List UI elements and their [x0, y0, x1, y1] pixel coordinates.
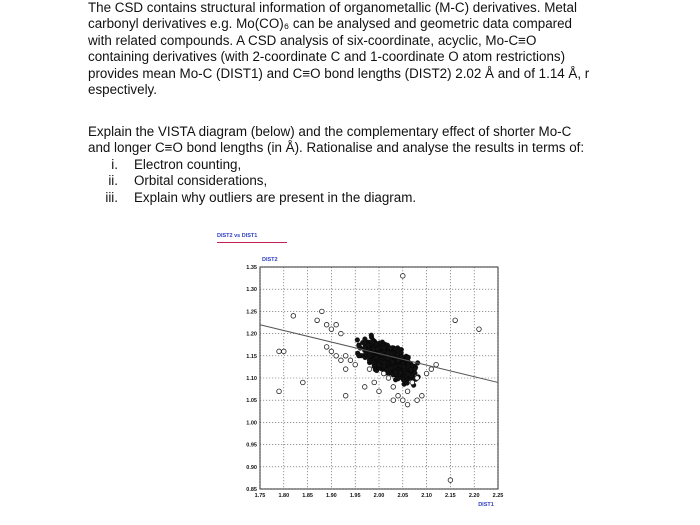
y-tick-label: 1.05	[246, 398, 257, 405]
data-point	[415, 398, 420, 403]
dense-data-point	[374, 355, 379, 360]
y-tick-label: 1.20	[246, 331, 257, 338]
y-tick-label: 1.35	[246, 265, 257, 271]
list-item	[88, 190, 416, 206]
intro-line: The CSD contains structural information of organometallic (M-C) derivatives. Metal	[88, 0, 577, 15]
data-point	[277, 349, 282, 354]
data-point	[448, 478, 453, 483]
x-tick-label: 1.75	[254, 493, 266, 499]
x-tick-label: 2.20	[468, 493, 480, 499]
y-tick-label: 1.15	[246, 353, 257, 360]
data-point	[334, 322, 339, 327]
dense-data-point	[406, 372, 411, 377]
data-point	[367, 367, 372, 372]
data-point	[362, 385, 367, 390]
dense-data-point	[362, 337, 367, 342]
question-line: Explain the VISTA diagram (below) and the complementary effect of shorter Mo-C	[88, 124, 572, 139]
x-tick-label: 1.95	[349, 493, 361, 499]
data-point	[343, 354, 348, 359]
data-point	[424, 371, 429, 376]
data-point	[386, 376, 391, 381]
dense-data-point	[385, 356, 390, 361]
data-point	[329, 349, 334, 354]
data-point	[453, 318, 458, 323]
intro-line: with related compounds. A CSD analysis of six-coordinate, acyclic, Mo-C≡O	[88, 32, 537, 48]
data-point	[339, 331, 344, 336]
list-item	[88, 173, 416, 189]
y-tick-label: 0.85	[246, 487, 257, 493]
chart-title: DIST2 vs DIST1	[217, 231, 287, 243]
data-point	[301, 380, 306, 385]
dense-data-point	[396, 358, 401, 363]
list-item-number: iii.	[105, 189, 118, 205]
data-point	[401, 398, 406, 403]
dense-data-point	[371, 347, 376, 352]
data-point	[396, 393, 401, 398]
x-tick-label: 1.85	[302, 493, 313, 499]
scatter-plot	[217, 231, 517, 521]
data-point	[410, 380, 415, 385]
question-paragraph	[88, 124, 648, 157]
question-sub-list	[88, 157, 416, 206]
dense-data-point	[399, 354, 404, 359]
data-point	[343, 393, 348, 398]
y-tick-label: 1.00	[246, 420, 257, 427]
x-tick-label: 2.05	[397, 493, 409, 499]
x-axis-label: DIST1	[478, 502, 494, 508]
data-point	[282, 349, 287, 354]
x-tick-label: 2.00	[373, 493, 385, 499]
intro-paragraph	[88, 0, 648, 98]
data-point	[391, 385, 396, 390]
data-point	[405, 402, 410, 407]
data-point	[415, 376, 420, 381]
x-tick-label: 2.10	[421, 493, 432, 499]
dense-data-point	[355, 338, 360, 343]
dense-data-point	[357, 344, 362, 349]
y-tick-label: 1.30	[246, 287, 257, 294]
data-point	[320, 309, 325, 314]
data-point	[381, 371, 386, 376]
dense-data-point	[374, 341, 379, 346]
vista-diagram	[217, 231, 517, 521]
intro-line: containing derivatives (with 2-coordinate C and 1-coordinate O atom restrictions)	[88, 49, 566, 65]
data-point	[339, 358, 344, 363]
list-item	[88, 157, 416, 173]
data-point	[324, 322, 329, 327]
x-tick-label: 2.15	[445, 493, 456, 499]
dense-data-point	[382, 360, 387, 365]
list-item-number: ii.	[108, 173, 118, 189]
data-point	[324, 345, 329, 350]
x-tick-label: 1.80	[278, 493, 290, 499]
data-point	[434, 362, 439, 367]
dense-data-point	[376, 362, 381, 367]
document-text	[88, 0, 648, 205]
dense-data-point	[393, 370, 398, 375]
data-point	[291, 314, 296, 319]
list-item-label: Electron counting,	[134, 157, 242, 172]
dense-data-point	[370, 340, 375, 345]
intro-line: carbonyl derivatives e.g. Mo(CO)₆ can be analysed and geometric data compared	[88, 16, 572, 32]
dense-data-point	[413, 371, 418, 376]
y-tick-label: 1.25	[246, 309, 257, 316]
x-tick-label: 1.90	[326, 493, 337, 499]
y-axis-label: DIST2	[262, 257, 278, 263]
dense-data-point	[388, 346, 393, 351]
data-point	[329, 327, 334, 332]
data-point	[353, 362, 358, 367]
data-point	[420, 393, 425, 398]
data-point	[477, 327, 482, 332]
dense-data-point	[370, 360, 375, 365]
dense-data-point	[369, 333, 374, 338]
data-point	[315, 318, 320, 323]
data-point	[429, 367, 434, 372]
data-point	[343, 367, 348, 372]
dense-data-point	[388, 366, 393, 371]
dense-data-point	[401, 364, 406, 369]
data-point	[391, 398, 396, 403]
intro-line: espectively.	[88, 82, 157, 98]
data-point	[372, 380, 377, 385]
y-tick-label: 1.10	[246, 376, 257, 382]
data-point	[401, 274, 406, 279]
dense-data-point	[367, 354, 372, 359]
data-point	[405, 389, 410, 394]
data-point	[277, 389, 282, 394]
intro-line: provides mean Mo-C (DIST1) and C≡O bond lengths (DIST2) 2.02 Å and of 1.14 Å, r	[88, 65, 590, 81]
dense-data-point	[356, 353, 361, 358]
x-tick-label: 2.25	[492, 493, 504, 499]
dense-data-point	[408, 368, 413, 373]
dense-data-point	[390, 360, 395, 365]
y-tick-label: 0.95	[246, 442, 257, 449]
data-point	[348, 358, 353, 363]
y-tick-label: 0.90	[246, 464, 257, 471]
question-line: and longer C≡O bond lengths (in Å). Rationalise and analyse the results in terms of:	[88, 140, 585, 156]
data-point	[334, 354, 339, 359]
list-item-label: Orbital considerations,	[134, 173, 268, 189]
list-item-label: Explain why outliers are present in the diagram.	[134, 189, 417, 205]
list-item-number: i.	[111, 157, 118, 172]
data-point	[377, 389, 382, 394]
dense-data-point	[382, 345, 387, 350]
